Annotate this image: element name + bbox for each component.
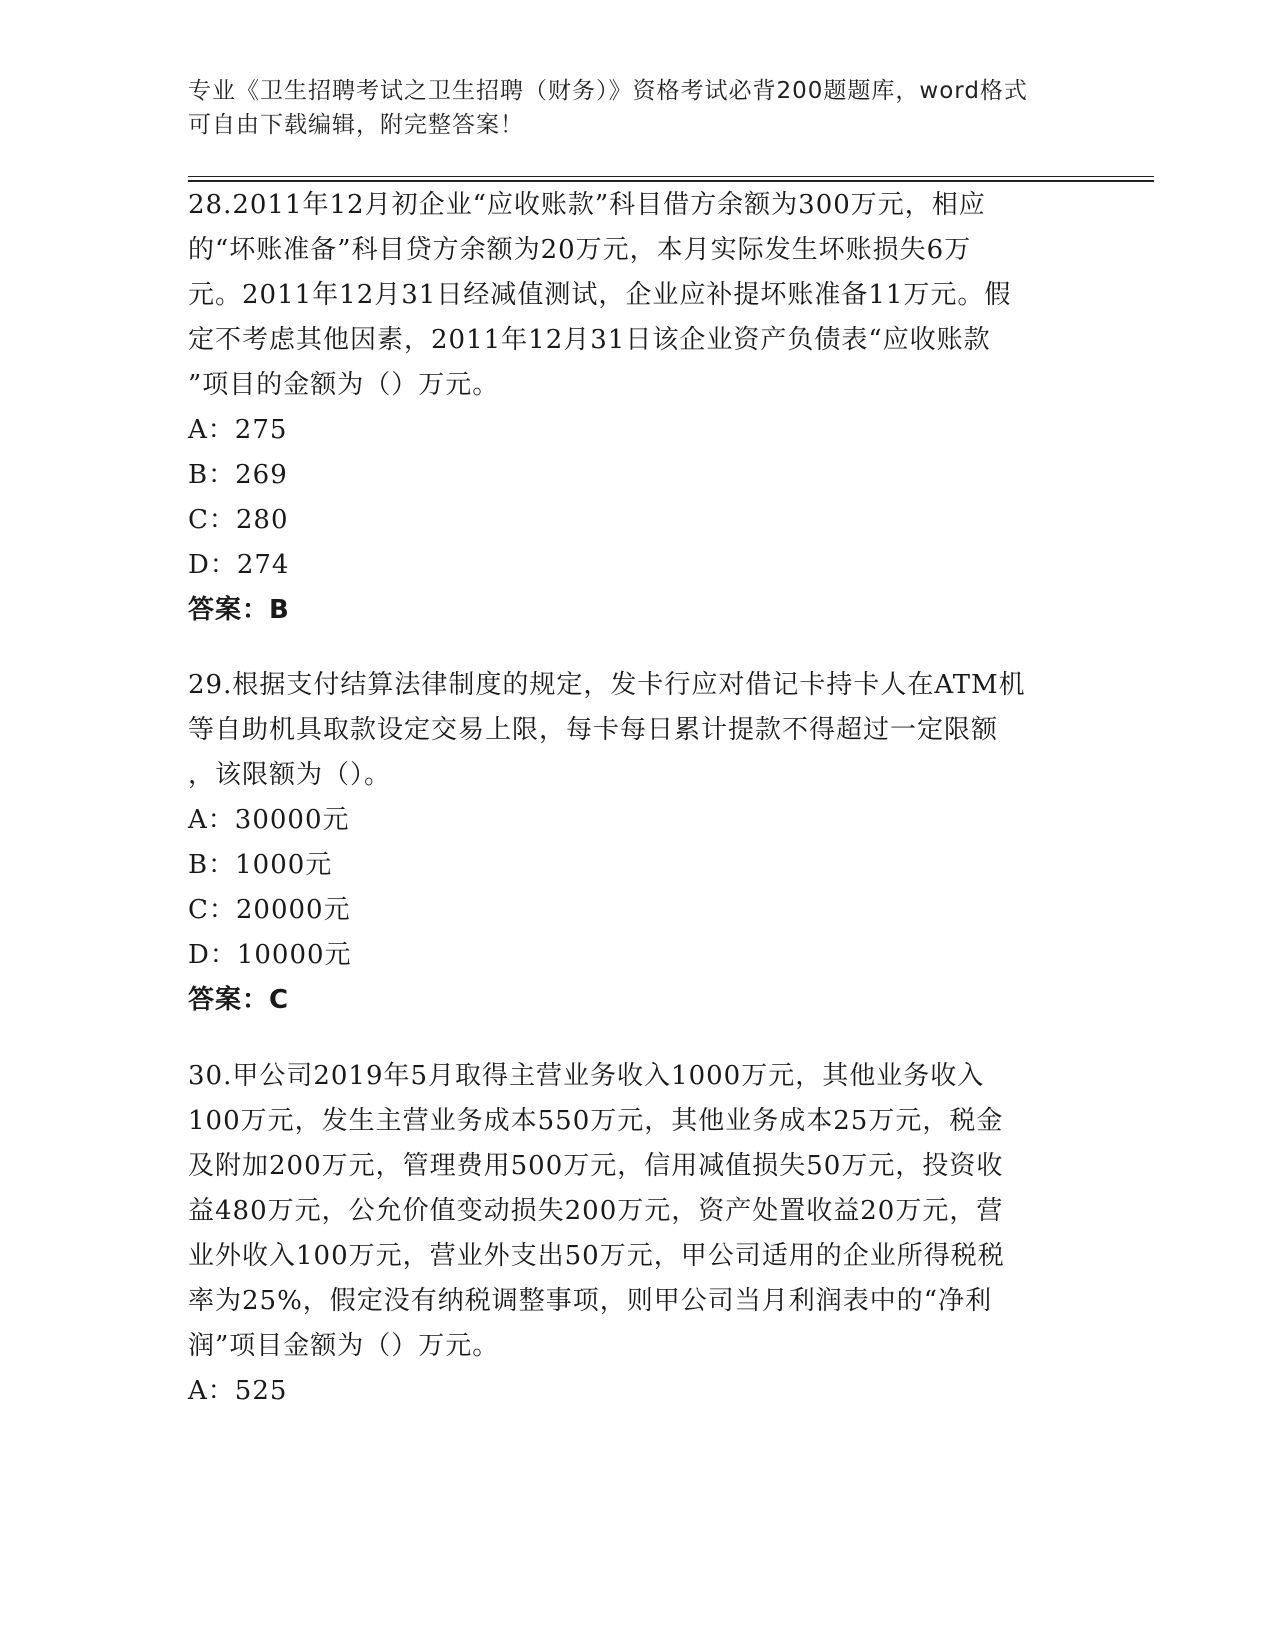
- stem-line: 29.根据支付结算法律制度的规定，发卡行应对借记卡持卡人在ATM机: [188, 670, 1026, 700]
- stem-line: 及附加200万元，管理费用500万元，信用减值损失50万元，投资收: [188, 1151, 1004, 1181]
- stem-line: 润”项目金额为（）万元。: [188, 1331, 500, 1361]
- header-divider-thick: [188, 180, 1154, 182]
- stem-line: 元。2011年12月31日经减值测试，企业应补提坏账准备11万元。假: [188, 280, 1012, 310]
- option-c: C：20000元: [188, 895, 351, 925]
- question-stem: [188, 183, 1078, 408]
- option-a: A：30000元: [188, 805, 350, 835]
- stem-line: 30.甲公司2019年5月取得主营业务收入1000万元，其他业务收入: [188, 1061, 985, 1091]
- stem-line: 的“坏账准备”科目贷方余额为20万元，本月实际发生坏账损失6万: [188, 235, 972, 265]
- answer: 答案：C: [188, 985, 290, 1015]
- option-d: D：274: [188, 550, 290, 580]
- stem-line: 等自助机具取款设定交易上限，每卡每日累计提款不得超过一定限额: [188, 715, 999, 745]
- header-divider-thin: [188, 176, 1154, 177]
- question-30: [188, 1054, 1078, 1414]
- header-line-1: 专业《卫生招聘考试之卫生招聘（财务）》资格考试必背200题题库，word格式: [188, 78, 1028, 104]
- option-c: C：280: [188, 505, 289, 535]
- question-29: [188, 663, 1078, 1023]
- document-header: [188, 74, 1068, 142]
- option-d: D：10000元: [188, 940, 352, 970]
- option-b: B：1000元: [188, 850, 333, 880]
- stem-line: 定不考虑其他因素，2011年12月31日该企业资产负债表“应收账款: [188, 325, 991, 355]
- stem-line: 益480万元，公允价值变动损失200万元，资产处置收益20万元，营: [188, 1196, 1004, 1226]
- question-28: [188, 183, 1078, 633]
- question-stem: [188, 663, 1078, 798]
- option-b: B：269: [188, 460, 288, 490]
- stem-line: ”项目的金额为（）万元。: [188, 370, 500, 400]
- header-line-2: 可自由下载编辑，附完整答案！: [188, 112, 524, 138]
- answer: 答案：B: [188, 595, 290, 625]
- stem-line: ，该限额为（）。: [188, 760, 392, 790]
- question-stem: [188, 1054, 1078, 1369]
- stem-line: 100万元，发生主营业务成本550万元，其他业务成本25万元，税金: [188, 1106, 1004, 1136]
- option-a: A：275: [188, 415, 288, 445]
- stem-line: 28.2011年12月初企业“应收账款”科目借方余额为300万元，相应: [188, 190, 986, 220]
- stem-line: 业外收入100万元，营业外支出50万元，甲公司适用的企业所得税税: [188, 1241, 1005, 1271]
- option-a: A：525: [188, 1376, 288, 1406]
- stem-line: 率为25%，假定没有纳税调整事项，则甲公司当月利润表中的“净利: [188, 1286, 993, 1316]
